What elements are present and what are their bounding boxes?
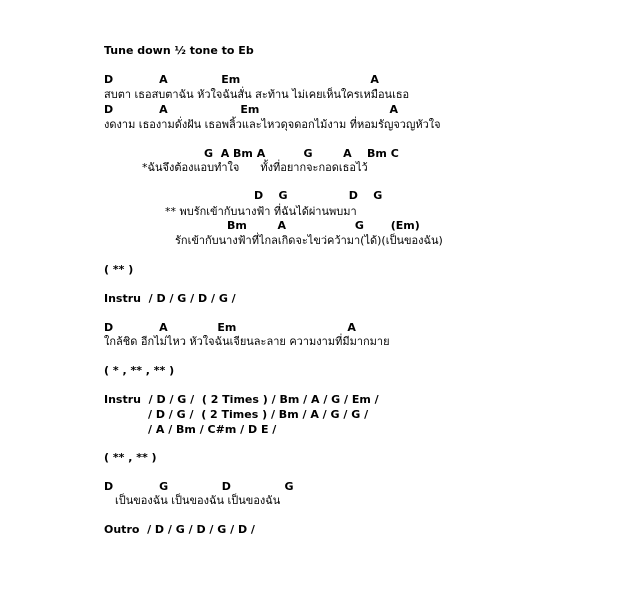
verse2-lyric: ใกล้ชิด อีกไม่ไหว หัวใจฉันเจียนละลาย ความงามที่มีมากมาย [104,335,390,348]
verse1-chords-line1: D A Em A [104,73,379,86]
song-tuning-title: Tune down ½ tone to Eb [104,44,254,57]
repeat-marker-2: ( * , ** , ** ) [104,364,175,377]
instrumental-line-4: / A / Bm / C#m / D E / [148,423,277,436]
repeat-marker-3: ( ** , ** ) [104,451,157,464]
repeat-marker-1: ( ** ) [104,263,134,276]
ending-chords: D G D G [104,480,294,493]
chorus-chords-line1: D G D G [254,189,383,202]
chorus-chords-line2: Bm A G (Em) [227,219,420,232]
verse1-lyric-line1: สบตา เธอสบตาฉัน หัวใจฉันสั่น สะท้าน ไม่เคยเห็นใครเหมือนเธอ [104,88,410,101]
verse1-lyric-line2: งดงาม เธองามดั่งฝัน เธอพลิ้วและไหวดุจดอกไม้งาม ที่หอมรัญจวญหัวใจ [104,118,441,131]
outro-line: Outro / D / G / D / G / D / [104,523,255,536]
chorus-lyric-line2: รักเข้ากับนางฟ้าที่ไกลเกิดจะไขว่คว้ามา(ได้)(เป็นของฉัน) [175,234,443,247]
instrumental-line-2: Instru / D / G / ( 2 Times ) / Bm / A / G / Em / [104,393,379,406]
chorus-lyric-line1: ** พบรักเข้ากับนางฟ้า ที่ฉันได้ผ่านพบมา [165,205,357,218]
instrumental-line-3: / D / G / ( 2 Times ) / Bm / A / G / G / [148,408,369,421]
instrumental-line-1: Instru / D / G / D / G / [104,292,236,305]
prechorus-chords: G A Bm A G A Bm C [204,147,399,160]
verse1-chords-line2: D A Em A [104,103,399,116]
prechorus-lyric: *ฉันจึงต้องแอบทำใจ ทั้งที่อยากจะกอดเธอไว้ [142,161,368,174]
ending-lyric: เป็นของฉัน เป็นของฉัน เป็นของฉัน [115,494,281,507]
verse2-chords: D A Em A [104,321,356,334]
